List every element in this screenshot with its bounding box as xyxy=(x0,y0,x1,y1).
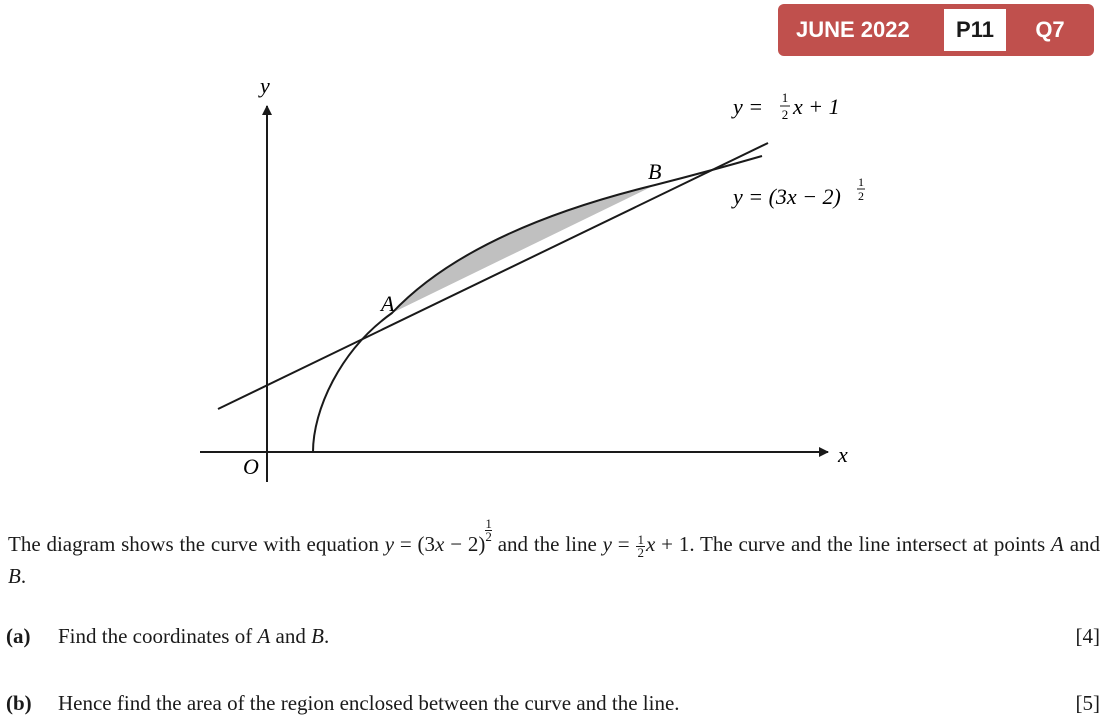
part-a-marks: [4] xyxy=(1075,624,1100,648)
line-eq-suffix: x + 1 xyxy=(793,94,840,119)
part-b-label: (b) xyxy=(6,691,32,715)
x-axis-label: x xyxy=(838,442,848,467)
question-stem xyxy=(8,516,1100,592)
point-a-label: A xyxy=(381,291,395,316)
stem-line-x: x xyxy=(645,532,656,556)
line-eq-frac-den: 2 xyxy=(781,107,789,122)
part-a xyxy=(6,624,1100,649)
stem-curve-x: x xyxy=(435,532,445,556)
stem-line-num: 1 xyxy=(637,531,644,547)
stem-and: and xyxy=(1063,532,1100,556)
curve-equation-label xyxy=(731,175,865,209)
curve-eq-exp-num: 1 xyxy=(858,175,864,189)
curve-eq-exp-den: 2 xyxy=(858,189,864,203)
stem-line-den: 2 xyxy=(637,544,644,560)
stem-point-a: A xyxy=(1051,532,1064,556)
y-axis-label: y xyxy=(260,73,270,98)
point-b-label: B xyxy=(648,159,662,184)
stem-curve-y: y xyxy=(384,532,395,556)
stem-curve-mid: = (3 xyxy=(394,532,436,556)
stem-text-2: and the line xyxy=(491,532,603,556)
line-eq-frac-num: 1 xyxy=(781,90,789,105)
part-a-pre: Find the coordinates of xyxy=(58,624,258,648)
part-a-point-b: B xyxy=(311,624,324,648)
part-a-post: . xyxy=(323,624,330,648)
stem-text-1: The diagram shows the curve with equation xyxy=(8,532,385,556)
part-b-text: Hence find the area of the region enclosed between the curve and the line. xyxy=(58,691,680,715)
stem-curve-end: − 2) xyxy=(444,532,486,556)
part-a-label: (a) xyxy=(6,624,31,648)
stem-exp-num: 1 xyxy=(485,516,492,531)
straight-line xyxy=(218,143,768,409)
stem-line-y: y xyxy=(602,532,612,556)
exam-session: JUNE 2022 xyxy=(796,17,910,42)
part-a-text xyxy=(58,624,1076,649)
stem-line-fraction xyxy=(636,531,645,560)
origin-label: O xyxy=(243,454,259,479)
line-equation-label xyxy=(731,90,840,122)
part-b xyxy=(6,691,1100,716)
part-b-marks: [5] xyxy=(1075,691,1100,715)
question-number: Q7 xyxy=(1035,17,1065,42)
curve-eq-prefix: y = (3x − 2) xyxy=(733,184,841,209)
stem-exponent xyxy=(485,518,492,543)
stem-line-mid: = xyxy=(611,532,636,556)
stem-exp-den: 2 xyxy=(485,529,492,544)
enclosed-region xyxy=(392,185,655,313)
stem-point-b: B xyxy=(8,564,21,588)
part-a-point-a: A xyxy=(257,624,271,648)
stem-end: . xyxy=(20,564,27,588)
paper-number: P11 xyxy=(944,9,1006,51)
stem-text-3: + 1. The curve and the line intersect at points xyxy=(655,532,1052,556)
curve-line-diagram xyxy=(0,60,1100,500)
exam-reference-badge xyxy=(778,4,1094,56)
part-a-mid: and xyxy=(270,624,312,648)
line-eq-prefix: y = xyxy=(733,94,764,119)
